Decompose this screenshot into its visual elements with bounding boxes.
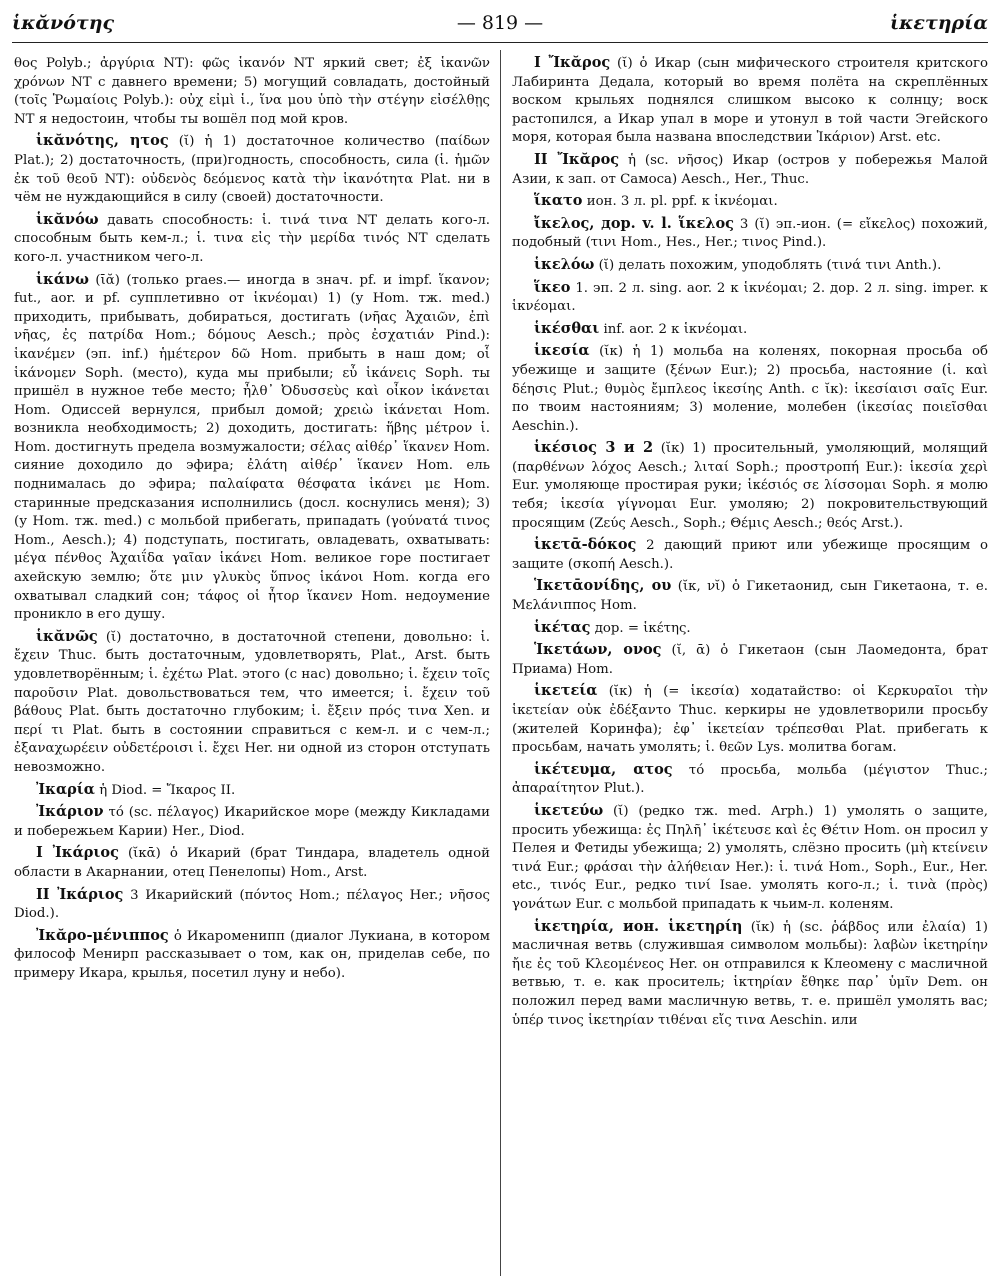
dictionary-entry: ἱκετεύω (ῐ) (редко тж. med. Arph.) 1) умолять о защите, просить убежища: ἐς Πηλῆ᾽ ἱκέτευσε καὶ ἐς Θέτιν Hom. он просил у Пелея и Фетиды убежища; 2) умолять, слёзно просить (μὴ κτείνειν τινά Eur.; φράσαι τὴν ἀλήθειαν Her.): ἱ. τινά Hom., Soph., Eur., Her. etc., τινός Eur., редко τινί Isae. умолять кого-л.; ἱ. τινὰ (πρὸς) γονάτων Eur. с мольбой припадать к чьим-л. коленям.: [512, 801, 988, 912]
column-divider: [500, 50, 501, 1276]
dictionary-entry: ἱκᾰνῶς (ῐ) достаточно, в достаточной степени, довольно: ἱ. ἔχειν Thuc. быть достаточным, удовлетворять, Plat., Arst. быть удовлетворённым; ἱ. ἐχέτω Plat. этого (с нас) довольно; ἱ. ἔχειν τοῖς παροῦσιν Plat. довольствоваться тем, что имеется; ἱ. ἔχειν τοῦ βάθους Plat. быть достаточно глубоким; ἱ. ἔξειν πρός τινα Xen. и περί τι Plat. быть в состоянии справиться с кем-л. и с чем-л.; ἐξαναχωρέειν οὐδετέροισι ἱ. ἔχει Her. ни одной из сторон отступать невозможно.: [14, 627, 490, 775]
dictionary-entry: II Ἰκάριος 3 Икарийский (πόντος Hom.; πέλαγος Her.; νῆσος Diod.).: [14, 885, 490, 922]
left-running-headword: ἱκᾰνότης: [12, 12, 115, 34]
dictionary-entry: ἱκέσιος 3 и 2 (ῐκ) 1) просительный, умоляющий, молящий (παρθένων λόχος Aesch.; λιταί Soph.; προστροπή Eur.): ἱκεσία χερὶ Eur. умоляюще простирая руки; ἱκέσιός σε λίσσομαι Soph. я молю тебя; ἱκεσία γίγνομαι Eur. умоляю; 2) покровительствующий просящим (Ζεύς Aesch., Soph.; Θέμις Aesch.; θεός Arst.).: [512, 439, 988, 531]
dictionary-entry: II Ἴκᾰρος ἡ (sc. νῆσος) Икар (остров у побережья Малой Азии, к зап. от Самоса) Aesch., Her., Thuc.: [512, 150, 988, 187]
dictionary-entry: Ἱκετᾱονίδης, ου (ῐκ, νῐ) ὁ Гикетаонид, сын Гикетаона, т. е. Μελάνιππος Hom.: [512, 577, 988, 614]
dictionary-entry: Ἱκετάων, ονος (ῐ, ᾱ) ὁ Гикетаон (сын Лаомедонта, брат Приама) Hom.: [512, 641, 988, 677]
page-number: — 819 —: [456, 12, 544, 34]
dictionary-entry: I Ἰκάριος (ῐκᾱ) ὁ Икарий (брат Тиндара, владетель одной области в Акарнании, отец Пенелопы) Hom., Arst.: [14, 844, 491, 880]
dictionary-entry: ἱκετηρία, ион. ἱκετηρίη (ῐκ) ἡ (sc. ῥάβδος или ἐλαία) 1) масличная ветвь (служившая символом мольбы): λαβὼν ἱκετηρίην ἤιε ἐς τοῦ Κλεομένεος Her. он отправился к Клеомену с масличной ветвью, т. е. как проситель; ἱκτηρίαν ἔθηκε παρ᾽ ὑμῖν Dem. он положил перед вами масличную ветвь, т. е. пришёл умолять вас; ὑπέρ τινος ἱκετηρίαν τιθέναι εἴς τινα Aeschin. или: [512, 917, 988, 1028]
dictionary-entry: ἱκεσία (ῐκ) ἡ 1) мольба на коленях, покорная просьба об убежище и защите (ξένων Eur.); 2) просьба, настояние (ἱ. καὶ δέησις Plut.; θυμὸς ἔμπλεος ἱκεσίης Anth. с ῐκ): ἱκεσίαισι σαῖς Eur. по твоим настояниям; 3) моление, молебен (ἱκεσίας ποιεῖσθαι Aeschin.).: [512, 342, 989, 434]
dictionary-entry: ἱκέτευμα, ατος τό просьба, мольба (μέγιστον Thuc.; ἀπαραίτητον Plut.).: [512, 760, 988, 797]
dictionary-entry: ἱκᾰνόω давать способность: ἱ. τινά τινα NT делать кого-л. способным быть кем-л.; ἱ. τινα εἰς τὴν μερίδα τινός NT сделать кого-л. участником чего-л.: [14, 210, 491, 265]
right-running-headword: ἱκετηρία: [889, 12, 988, 34]
dictionary-entry: ἱκέσθαι inf. aor. 2 к ἱκνέομαι.: [534, 319, 748, 337]
right-column: [512, 54, 988, 1033]
dictionary-entry: Ἰκᾰρο-μένιππος ὁ Икароменипп (диалог Лукиана, в котором философ Мениpп рассказывает о том, как он, приделав себе, по примеру Икара, крылья, посетил луну и небо).: [14, 926, 490, 981]
dictionary-entry: ἱκᾰνότης, ητος (ῐ) ἡ 1) достаточное количество (παίδων Plat.); 2) достаточность, (при)годность, способность, сила (ἱ. ἡμῶν ἐκ τοῦ θεοῦ NT): οὐδενὸς δεόμενος κατὰ τὴν ἱκανότητα Plat. ни в чём не нуждающийся в силу (своей) достаточности.: [14, 132, 490, 206]
dictionary-entry: ἱκετεία (ῐκ) ἡ (= ἱκεσία) ходатайство: οἱ Κερκυραῖοι τὴν ἱκετείαν οὐκ ἐδέξαντο Thuc. керкиры не удовлетворили просьбу (жителей Коринфа); ἐφ᾽ ἱκετείαν τρέπεσθαι Plat. прибегать к просьбам, начать умолять; ἱ. θεῶν Lys. молитва богам.: [512, 682, 988, 756]
dictionary-entry: Ἰκαρία ἡ Diod. = Ἴκαρος II.: [36, 780, 236, 798]
dictionary-entry: ἵκατο ион. 3 л. pl. ppf. к ἱκνέομαι.: [534, 192, 778, 210]
dictionary-entry: ἵκεο 1. эп. 2 л. sing. aor. 2 к ἱκνέομαι; 2. дор. 2 л. sing. imper. к ἱκνέομαι.: [512, 278, 988, 315]
dictionary-entry: ἴκελος, дор. v. l. ἵκελος 3 (ῐ) эп.-ион. (= εἴκελος) похожий, подобный (τινι Hom., Hes., Her.; τινος Pind.).: [512, 214, 988, 251]
page-header: [12, 8, 988, 43]
dictionary-entry: θος Polyb.; ἀργύρια NT): φῶς ἱκανόν NT яркий свет; ἐξ ἱκανῶν χρόνων NT с давнего времени; 5) могущий совладать, достойный (τοῖς Ῥωμαίοις Polyb.): οὐχ εἰμὶ ἱ., ἵνα μου ὑπὸ τὴν στέγην εἰσέλθῃς NT я недостоин, чтобы ты вошёл под мой кров.: [14, 56, 490, 127]
dictionary-entry: ἱκελόω (ῐ) делать похожим, уподоблять (τινά τινι Anth.).: [534, 255, 942, 273]
left-column: [14, 54, 490, 987]
dictionary-entry: Ἰκάριον τό (sc. πέλαγος) Икарийское море (между Кикладами и побережьем Карии) Her., Diod.: [14, 803, 490, 839]
dictionary-entry: ἱκετᾱ-δόκος 2 дающий приют или убежище просящим о защите (σκοπή Aesch.).: [512, 536, 988, 572]
dictionary-entry: I Ἴκᾰρος (ῐ) ὁ Икар (сын мифического строителя критского Лабиринта Дедала, который во время полёта на скреплённых воском крыльях поднялся слишком высоко к солнцу; воск растопился, а Икар упал в море и утонул в той части Эгейского моря, которая была названа впоследствии Ἰκάριον) Arst. etc.: [512, 54, 988, 146]
dictionary-entry: ἱκάνω (ῑᾰ) (только praes.— иногда в знач. pf. и impf. ἵκανον; fut., aor. и pf. супплетивно от ἱκνέομαι) 1) (у Hom. тж. med.) приходить, прибывать, добираться, достигать (νῆας Ἀχαιῶν, ἐπὶ νῆας, ἐς πατρίδα Hom.; δόμους Aesch.; πρὸς ἐσχατιάν Pind.): ἱκανέμεν (эп. inf.) ἡμέτερον δῶ Hom. прибыть в наш дом; οἷ ἱκάνομεν Soph. (место), куда мы прибыли; εὖ ἱκάνεις Soph. ты пришёл в нужное тебе место; ἦλθ᾽ Ὀδυσσεὺς καὶ οἶκον ἱκάνεται Hom. Одиссей вернулся, прибыл домой; χρειὼ ἱκάνεται Hom. возникла необходимость; 2) доходить, достигать: ἥβης μέτρον ἱ. Hom. достигнуть предела возмужалости; σέλας αἰθέρ᾽ ἵκανεν Hom. сияние доходило до эфира; ἐλάτη αἰθέρ᾽ ἵκανεν Hom. ель поднималась до эфира; παλαίφατα θέσφατα ἱκάνει με Hom. старинные предсказания исполнились (досл. коснулись меня); 3) (у Hom. тж. med.) с мольбой прибегать, припадать (γούνατά τινος Hom., Aesch.); 4) подступать, постигать, овладевать, охватывать: μέγα πένθος Ἀχαιΐδα γαῖαν ἱκάνει Hom. великое горе постигает ахейскую землю; ὅτε μιν γλυκὺς ὕπνος ἱκάνοι Hom. когда его охватывал сладкий сон; τάφος οἱ ἦτορ ἵκανεν Hom. недоумение проникло в его душу.: [14, 270, 490, 623]
dictionary-entry: ἱκέτας дор. = ἱκέτης.: [534, 618, 691, 636]
